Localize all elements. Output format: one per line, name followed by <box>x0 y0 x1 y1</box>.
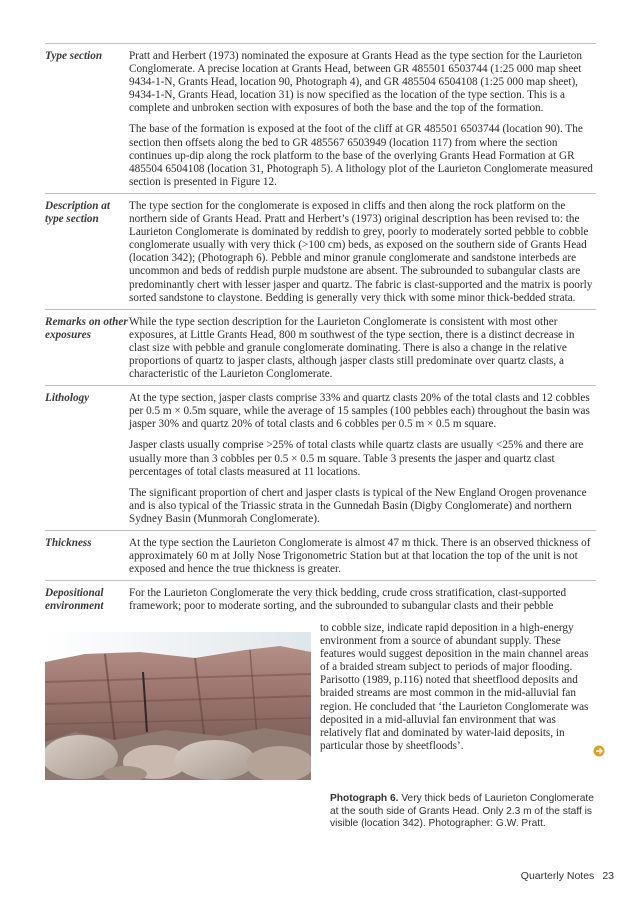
row-label: Lithology <box>45 392 90 405</box>
paragraph: Jasper clasts usually comprise >25% of total clasts while quartz clasts are usually <25% and there are usually more than 3 cobbles per 0.5 × 0.5 m square. Table 3 presents the jasper and quartz clast percentages of total clasts measured at 11 locations. <box>129 439 584 478</box>
page-number: 23 <box>602 870 614 882</box>
row-body <box>129 47 596 193</box>
row-body <box>129 584 596 617</box>
row-body <box>129 313 596 385</box>
row-remarks <box>45 309 596 385</box>
paragraph: The type section for the conglomerate is exposed in cliffs and then along the rock platform on the northern side of Grants Head. Pratt and Herbert’s (1973) original description has been revised to: the Laurieton Conglomerate is dominated by reddish to grey, poorly to moderately sorted pebble to cobble conglomerate usually with very thick (>100 cm) beds, as exposed on the southern side of Grants Head (location 342); (Photograph 6). Pebble and minor granule conglomerate and sandstone interbeds are uncommon and beds of reddish purple mudstone are absent. The subrounded to subangular clasts are predominantly chert with lesser jasper and quartz. The fabric is clast-supported and the matrix is poorly sorted sandstone to claystone. Bedding is generally very thick with some minor thick-bedded strata. <box>129 199 593 304</box>
paragraph: The significant proportion of chert and jasper clasts is typical of the New England Orogen provenance and is also typical of the Triassic strata in the Gunnedah Basin (Digby Conglomerate) and northern Sydney Basin (Munmorah Conglomerate). <box>129 486 587 525</box>
paragraph: The base of the formation is exposed at the foot of the cliff at GR 485501 6503744 (location 90). The section then offsets along the bed to GR 485567 6503949 (location 117) from where the section continues up-dip along the rock platform to the base of the overlying Grants Head Formation at GR 485504 6504108 (location 31, Photograph 5). A lithology plot of the Laurieton Conglomerate measured section is presented in Figure 12. <box>129 123 593 188</box>
row-label: Type section <box>45 50 103 62</box>
definition-table <box>45 43 596 617</box>
row-label: Thickness <box>45 537 92 549</box>
row-thickness <box>45 530 596 580</box>
paragraph: At the type section, jasper clasts comprise 33% and quartz clasts 20% of the total clasts and 12 cobbles per 0.5 m × 0.5m square, while the average of 15 samples (100 pebbles each) throughout the basin was jasper 30% and quartz 20% of total clasts and 6 cobbles per 0.5 m × 0.5 m square. <box>129 392 590 431</box>
continue-arrow-icon[interactable] <box>593 744 605 756</box>
paragraph: While the type section description for the Laurieton Conglomerate is consistent with most other exposures, at Little Grants Head, 800 m southwest of the type section, there is a distinct decrease in clast size with pebble and granule conglomerate dominating. There is also a change in the relative proportions of quartz to jasper clasts, although jasper clasts still predominate over quartz clasts, a characteristic of the Laurieton Conglomerate. <box>129 315 575 381</box>
caption-text: Very thick beds of Laurieton Conglomerate at the south side of Grants Head. Only 2.3 m of the staff is visible (location 342). Photographer: G.W. Pratt. <box>330 793 594 830</box>
row-body <box>129 197 596 309</box>
row-label: Depositional environment <box>45 587 104 613</box>
row-body <box>129 389 596 530</box>
photo-caption <box>330 793 596 831</box>
depositional-wrap-text: to cobble size, indicate rapid deposition in a high-energy environment from a source of abundant supply. These features would suggest deposition in the main channel areas of a braided stream subject to periods of major flooding. Parisotto (1989, p.116) noted that sheetflood deposits and braided streams are most common in the mid-alluvial fan region. He concluded that ‘the Laurieton Conglomerate was deposited in a mid-alluvial fan environment that was relatively flat and dominated by water-laid deposits, in particular those by sheetfloods’. <box>320 622 589 752</box>
caption-label: Photograph 6. <box>330 793 399 804</box>
paragraph: Pratt and Herbert (1973) nominated the exposure at Grants Head as the type section for the Laurieton Conglomerate. A precise location at Grants Head, between GR 485501 6503744 (1:25 000 map sheet 9434-1-N, Grants Head, location 90, Photograph 4), and GR 485504 6504108 (1:25 000 map sheet), 9434-1-N, Grants Head, location 31) is now specified as the location of the type section. This is a complete and unbroken section with exposures of both the base and the top of the formation. <box>129 50 582 115</box>
row-lithology <box>45 385 596 530</box>
paragraph: At the type section the Laurieton Conglomerate is almost 47 m thick. There is an observed thickness of approximately 60 m at Jolly Nose Trigonometric Station but at that location the top of the unit is not exposed and hence the true thickness is greater. <box>129 537 591 576</box>
row-body <box>129 534 596 580</box>
row-label: Description at type section <box>45 199 110 226</box>
paragraph: For the Laurieton Conglomerate the very thick bedding, crude cross stratification, clast-supported framework; poor to moderate sorting, and the subrounded to subangular clasts and their pebble <box>129 587 567 613</box>
row-description <box>45 193 596 309</box>
row-type-section <box>45 43 596 193</box>
page-footer <box>521 870 614 882</box>
footer-title: Quarterly Notes <box>520 870 595 882</box>
row-depositional <box>45 580 596 617</box>
row-label: Remarks on other exposures <box>45 315 128 341</box>
photograph-conglomerate <box>45 632 311 780</box>
